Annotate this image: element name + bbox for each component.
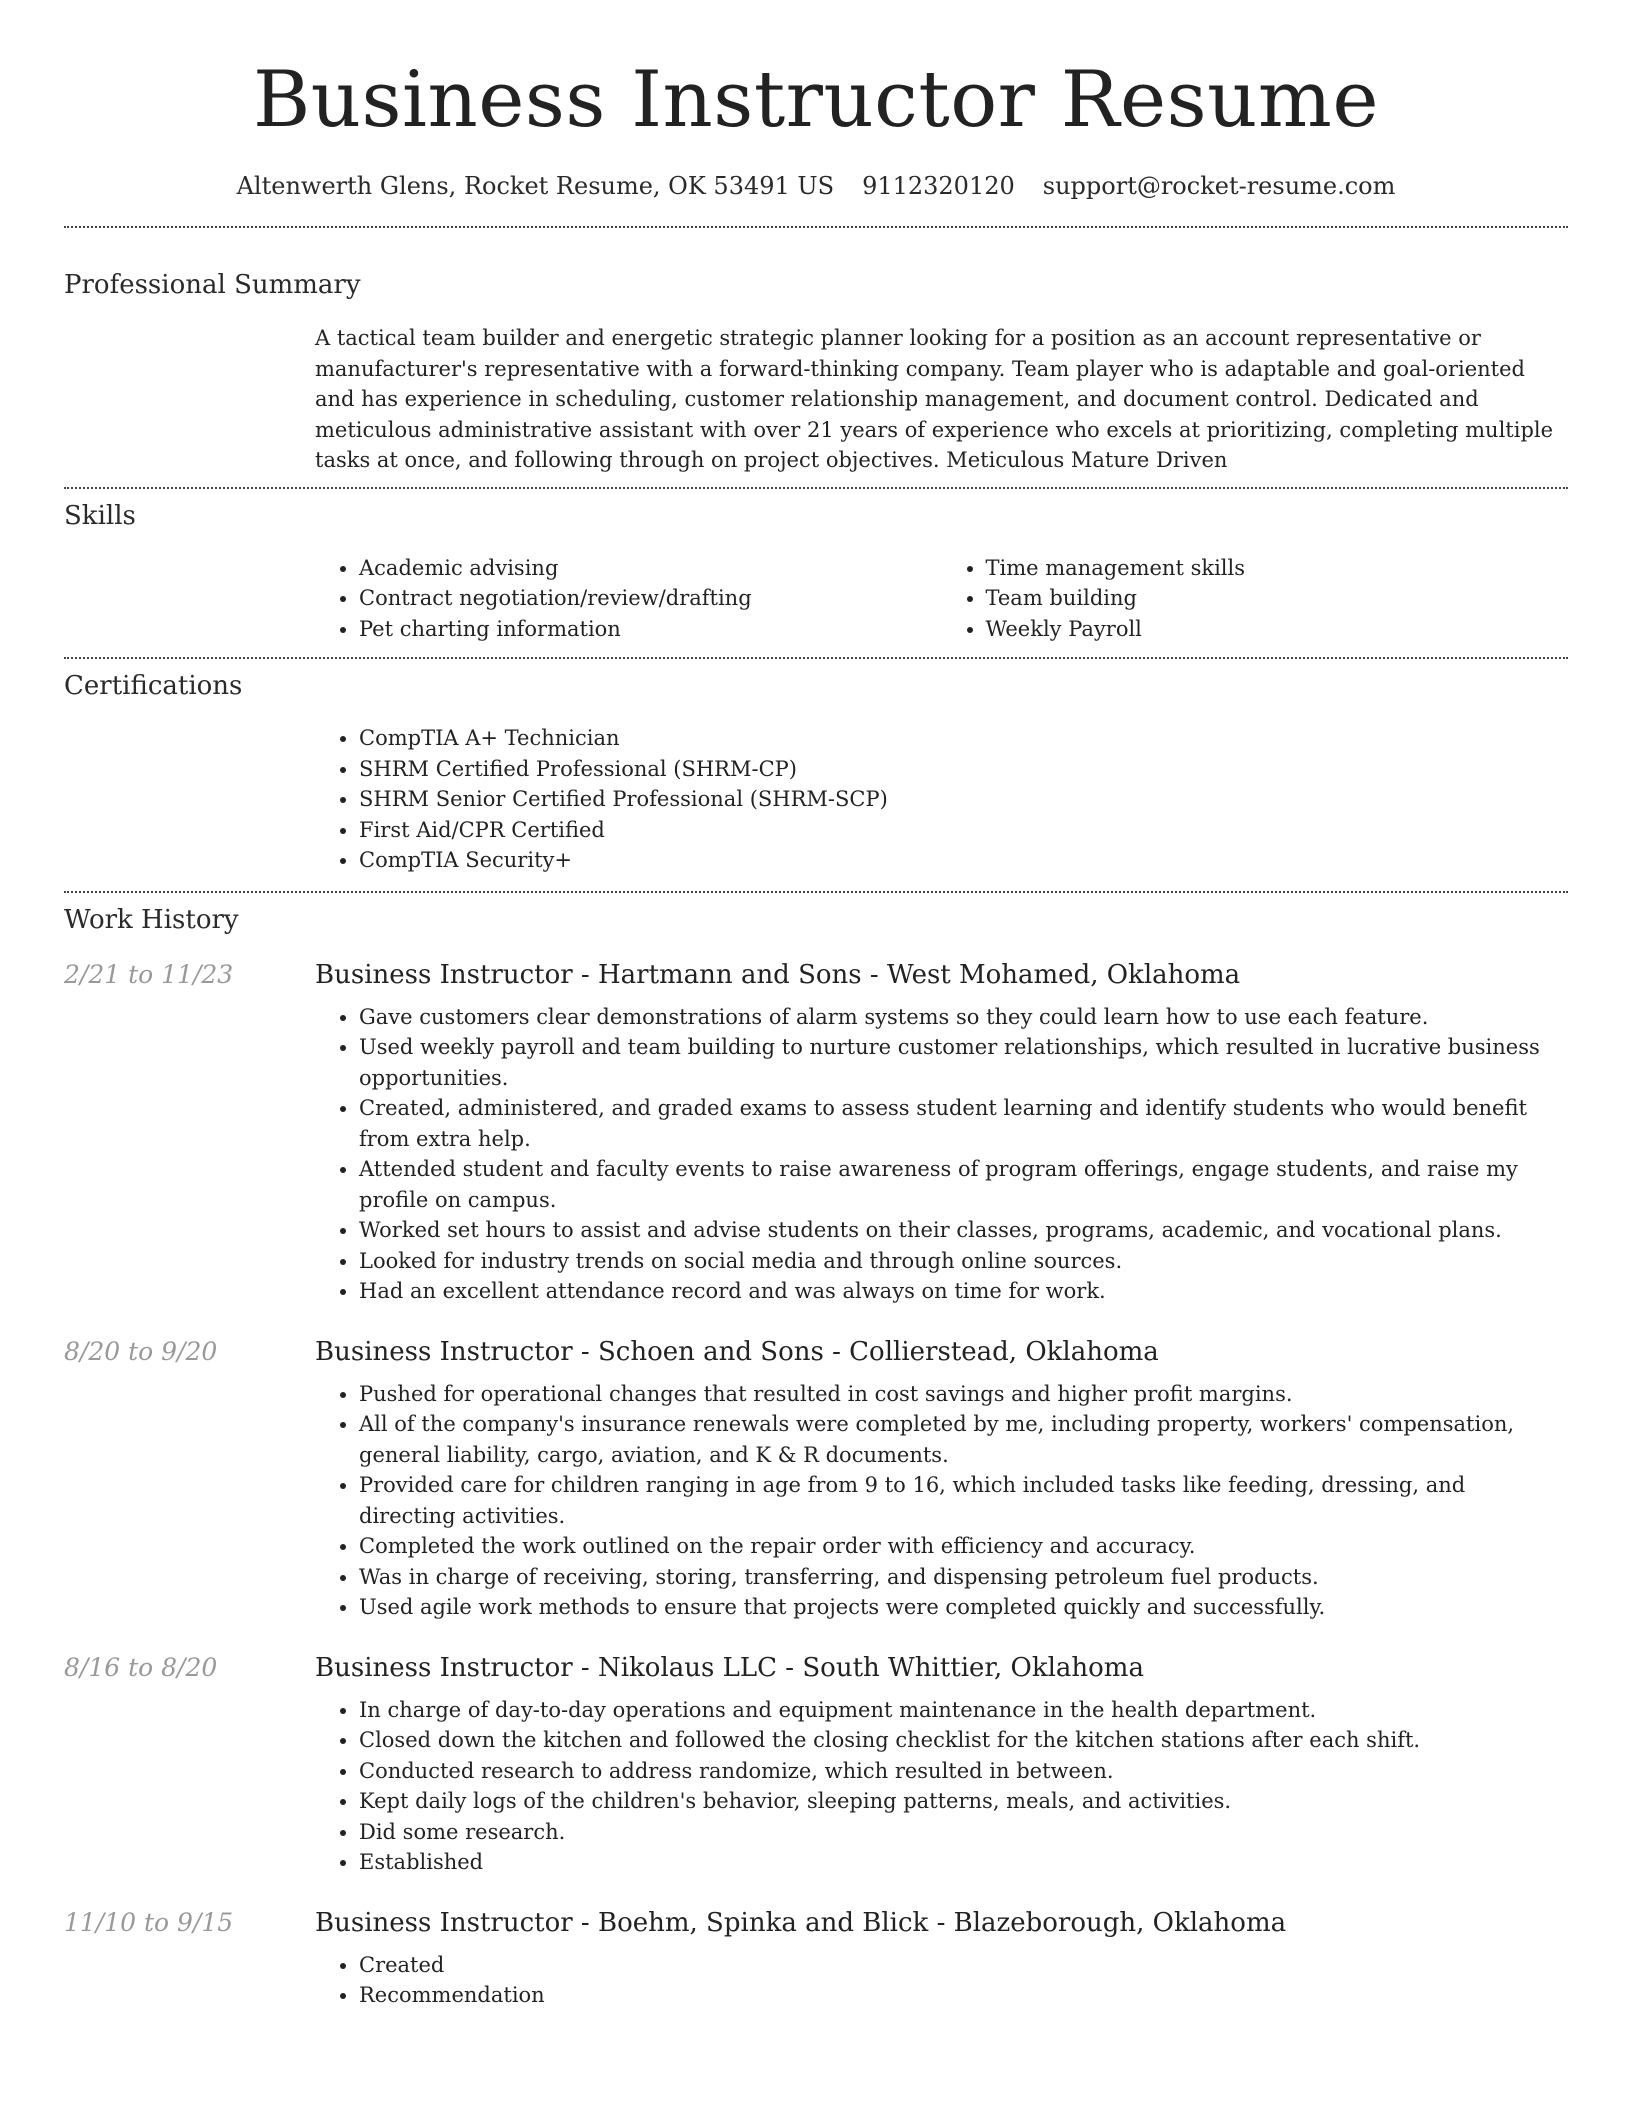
certification-item: • SHRM Certified Professional (SHRM-CP) xyxy=(359,754,1568,785)
job-dates: 2/21 to 11/23 xyxy=(64,959,234,989)
summary-heading: Professional Summary xyxy=(64,270,361,300)
job-bullet: • Attended student and faculty events to raise awareness of program offerings, engage students, and raise my profile on campus. xyxy=(359,1154,1568,1215)
skill-item: • Contract negotiation/review/drafting xyxy=(359,583,942,614)
job-title: Business Instructor - Hartmann and Sons - West Mohamed, Oklahoma xyxy=(315,959,1241,990)
job-entry xyxy=(64,1651,1568,1878)
resume-page xyxy=(64,0,1568,2011)
job-bullet: • Pushed for operational changes that resulted in cost savings and higher profit margins. xyxy=(359,1379,1568,1410)
skills-section xyxy=(64,489,1568,645)
job-bullet: • Conducted research to address randomize, which resulted in between. xyxy=(359,1756,1568,1787)
job-bullet: • Did some research. xyxy=(359,1817,1568,1848)
job-bullet: • Used agile work methods to ensure that projects were completed quickly and successfully. xyxy=(359,1592,1568,1623)
job-bullet: • Created, administered, and graded exams to assess student learning and identify students who would benefit from extra help. xyxy=(359,1093,1568,1154)
skill-item: • Team building xyxy=(986,583,1569,614)
job-bullet: • Worked set hours to assist and advise students on their classes, programs, academic, and vocational plans. xyxy=(359,1215,1568,1246)
certification-item: • First Aid/CPR Certified xyxy=(359,815,1568,846)
job-bullet: • Looked for industry trends on social media and through online sources. xyxy=(359,1246,1568,1277)
job-bullet: • Recommendation xyxy=(359,1980,1568,2011)
summary-section xyxy=(64,228,1568,476)
job-bullet: • Closed down the kitchen and followed the closing checklist for the kitchen stations after each shift. xyxy=(359,1725,1568,1756)
skill-item: • Pet charting information xyxy=(359,614,942,645)
page-title: Business Instructor Resume xyxy=(252,55,1380,145)
job-bullets xyxy=(315,1379,1568,1623)
skill-item: • Weekly Payroll xyxy=(986,614,1569,645)
job-dates: 8/16 to 8/20 xyxy=(64,1652,218,1682)
skills-heading: Skills xyxy=(64,500,136,531)
contact-line xyxy=(64,170,1568,202)
job-bullet: • Gave customers clear demonstrations of alarm systems so they could learn how to use each feature. xyxy=(359,1002,1568,1033)
job-bullet: • Kept daily logs of the children's behavior, sleeping patterns, meals, and activities. xyxy=(359,1786,1568,1817)
summary-text: A tactical team builder and energetic strategic planner looking for a position as an account representative or manufacturer's representative with a forward-thinking company. Team player who is adaptable and goal-oriented and has experience in scheduling, customer relationship management, and document control. Dedicated and meticulous administrative assistant with over 21 years of experience who excels at prioritizing, completing multiple tasks at once, and following through on project objectives. Meticulous Mature Driven xyxy=(315,326,1554,472)
certification-item: • SHRM Senior Certified Professional (SHRM-SCP) xyxy=(359,784,1568,815)
job-bullet: • All of the company's insurance renewals were completed by me, including property, workers' compensation, general liability, cargo, aviation, and K & R documents. xyxy=(359,1409,1568,1470)
job-entry xyxy=(64,958,1568,1307)
job-bullet: • Created xyxy=(359,1950,1568,1981)
skill-item: • Academic advising xyxy=(359,553,942,584)
skills-list-right xyxy=(942,553,1569,645)
job-entry xyxy=(64,1906,1568,2011)
job-bullet: • Provided care for children ranging in age from 9 to 16, which included tasks like feeding, dressing, and directing activities. xyxy=(359,1470,1568,1531)
job-dates: 11/10 to 9/15 xyxy=(64,1907,234,1937)
certifications-heading: Certifications xyxy=(64,671,243,701)
job-bullet: • Was in charge of receiving, storing, transferring, and dispensing petroleum fuel products. xyxy=(359,1562,1568,1593)
contact-address: Altenwerth Glens, Rocket Resume, OK 53491 US xyxy=(236,172,835,200)
job-bullet: • Established xyxy=(359,1847,1568,1878)
job-bullets xyxy=(315,1695,1568,1878)
job-title: Business Instructor - Nikolaus LLC - South Whittier, Oklahoma xyxy=(315,1652,1144,1683)
contact-email: support@rocket-resume.com xyxy=(1042,172,1396,200)
contact-phone: 9112320120 xyxy=(862,172,1015,200)
skill-item: • Time management skills xyxy=(986,553,1569,584)
work-history-heading: Work History xyxy=(64,904,239,935)
work-history-section xyxy=(64,893,1568,2011)
certifications-section xyxy=(64,659,1568,876)
job-bullets xyxy=(315,1002,1568,1307)
certification-item: • CompTIA Security+ xyxy=(359,845,1568,876)
certifications-list xyxy=(315,723,1568,876)
job-bullet: • Completed the work outlined on the repair order with efficiency and accuracy. xyxy=(359,1531,1568,1562)
job-title: Business Instructor - Boehm, Spinka and Blick - Blazeborough, Oklahoma xyxy=(315,1907,1287,1938)
job-bullet: • In charge of day-to-day operations and equipment maintenance in the health department. xyxy=(359,1695,1568,1726)
job-bullet: • Had an excellent attendance record and was always on time for work. xyxy=(359,1276,1568,1307)
job-bullets xyxy=(315,1950,1568,2011)
job-bullet: • Used weekly payroll and team building to nurture customer relationships, which resulted in lucrative business opportunities. xyxy=(359,1032,1568,1093)
job-entry xyxy=(64,1335,1568,1623)
job-dates: 8/20 to 9/20 xyxy=(64,1336,218,1366)
job-title: Business Instructor - Schoen and Sons - Collierstead, Oklahoma xyxy=(315,1336,1159,1367)
certification-item: • CompTIA A+ Technician xyxy=(359,723,1568,754)
skills-list-left xyxy=(315,553,942,645)
